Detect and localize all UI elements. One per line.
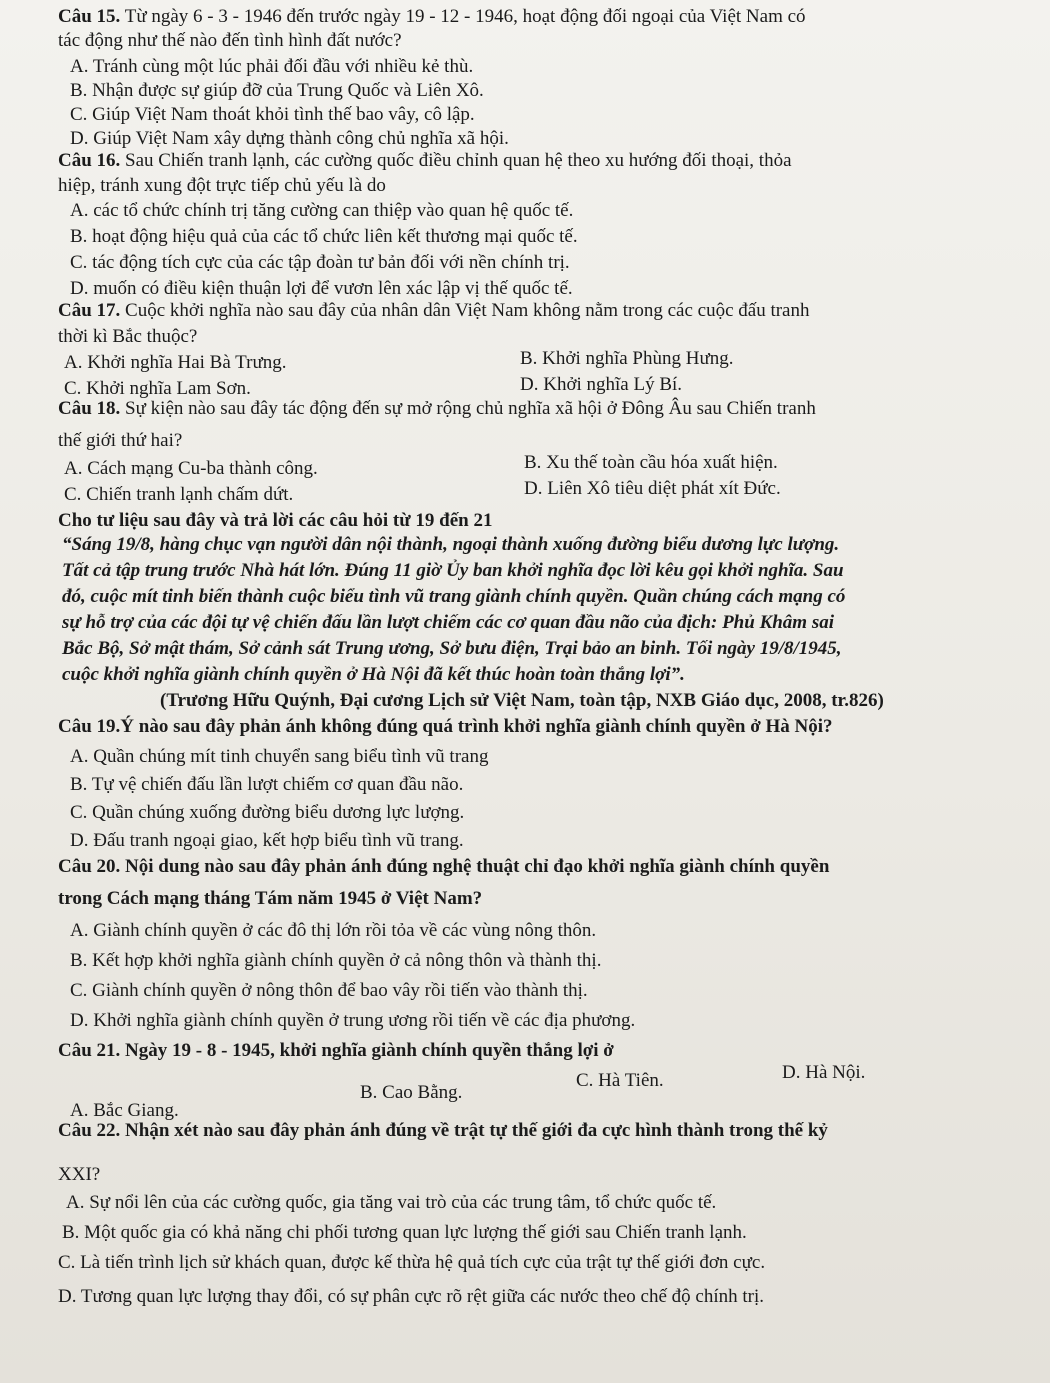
q20-option-a: A. Giành chính quyền ở các đô thị lớn rồi tỏa về các vùng nông thôn. [70,920,597,941]
q19-option-b: B. Tự vệ chiến đấu lần lượt chiếm cơ quan đầu não. [70,774,464,795]
q16-option-a: A. các tổ chức chính trị tăng cường can thiệp vào quan hệ quốc tế. [70,200,574,221]
passage-intro: Cho tư liệu sau đây và trả lời các câu hỏi từ 19 đến 21 [58,510,493,531]
q22-number: Câu 22. [58,1120,121,1141]
q15-stem-line2: tác động như thế nào đến tình hình đất nước? [58,30,402,51]
q22-stem-line1 [58,1120,828,1142]
q21-option-b: B. Cao Bằng. [360,1082,463,1103]
q21-option-a: A. Bắc Giang. [70,1100,179,1121]
q21-number: Câu 21. [58,1040,121,1061]
q21-stem-text: Ngày 19 - 8 - 1945, khởi nghĩa giành chính quyền thắng lợi ở [125,1040,614,1061]
passage-line-5: Bắc Bộ, Sở mật thám, Sở cảnh sát Trung ương, Sở bưu điện, Trại bảo an binh. Tối ngày 19/8/1945, [62,638,842,659]
q15-stem-text: Từ ngày 6 - 3 - 1946 đến trước ngày 19 - 12 - 1946, hoạt động đối ngoại của Việt Nam có [124,6,806,27]
q18-option-b: B. Xu thế toàn cầu hóa xuất hiện. [524,452,778,473]
q15-number: Câu 15. [58,6,121,27]
q17-option-b: B. Khởi nghĩa Phùng Hưng. [520,348,734,369]
q18-option-d: D. Liên Xô tiêu diệt phát xít Đức. [524,478,781,499]
q17-stem-line2: thời kì Bắc thuộc? [58,326,198,347]
q19-option-d: D. Đấu tranh ngoại giao, kết hợp biểu tình vũ trang. [70,830,464,851]
q20-option-b: B. Kết hợp khởi nghĩa giành chính quyền ở cả nông thôn và thành thị. [70,950,602,971]
q16-stem-line1 [58,150,792,172]
q22-option-b: B. Một quốc gia có khả năng chi phối tương quan lực lượng thế giới sau Chiến tranh lạnh. [62,1222,747,1243]
q22-option-d: D. Tương quan lực lượng thay đổi, có sự phân cực rõ rệt giữa các nước theo chế độ chính trị. [58,1286,764,1307]
q17-option-d: D. Khởi nghĩa Lý Bí. [520,374,683,395]
q15-stem-line1 [58,6,806,28]
q19-option-c: C. Quần chúng xuống đường biểu dương lực lượng. [70,802,465,823]
q19-stem-line1 [58,716,833,738]
q22-stem-text: Nhận xét nào sau đây phản ánh đúng về trật tự thế giới đa cực hình thành trong thế kỷ [125,1120,828,1141]
q22-option-a: A. Sự nổi lên của các cường quốc, gia tăng vai trò của các trung tâm, tổ chức quốc tế. [66,1192,717,1213]
q15-option-d: D. Giúp Việt Nam xây dựng thành công chủ nghĩa xã hội. [70,128,509,149]
q16-option-b: B. hoạt động hiệu quả của các tổ chức liên kết thương mại quốc tế. [70,226,578,247]
q17-stem-line1 [58,300,809,322]
q19-option-a: A. Quần chúng mít tinh chuyển sang biểu tình vũ trang [70,746,489,767]
q20-option-c: C. Giành chính quyền ở nông thôn để bao vây rồi tiến vào thành thị. [70,980,588,1001]
q21-stem-line1 [58,1040,614,1062]
q17-stem-text: Cuộc khởi nghĩa nào sau đây của nhân dân Việt Nam không nằm trong các cuộc đấu tranh [125,300,810,321]
q16-stem-line2: hiệp, tránh xung đột trực tiếp chủ yếu là do [58,175,386,196]
q18-number: Câu 18. [58,398,121,419]
q17-number: Câu 17. [58,300,121,321]
passage-line-4: sự hỗ trợ của các đội tự vệ chiến đấu lần lượt chiếm các cơ quan đầu não của địch: Phủ Khâm sai [62,612,835,633]
q19-stem-text: Ý nào sau đây phản ánh không đúng quá trình khởi nghĩa giành chính quyền ở Hà Nội? [120,716,833,737]
q22-option-c: C. Là tiến trình lịch sử khách quan, được kế thừa hệ quả tích cực của trật tự thế giới đơn cực. [58,1252,766,1273]
passage-line-1: “Sáng 19/8, hàng chục vạn người dân nội thành, ngoại thành xuống đường biểu dương lực lượng. [62,534,840,555]
q22-stem-line2: XXI? [58,1164,101,1185]
q15-option-c: C. Giúp Việt Nam thoát khỏi tình thế bao vây, cô lập. [70,104,475,125]
q21-option-c: C. Hà Tiên. [576,1070,664,1091]
q16-option-c: C. tác động tích cực của các tập đoàn tư bản đối với nền chính trị. [70,252,570,273]
q18-option-a: A. Cách mạng Cu-ba thành công. [64,458,318,479]
q16-option-d: D. muốn có điều kiện thuận lợi để vươn lên xác lập vị thế quốc tế. [70,278,573,299]
q21-option-d: D. Hà Nội. [782,1062,866,1083]
passage-line-3: đó, cuộc mít tinh biến thành cuộc biểu tình vũ trang giành chính quyền. Quần chúng cách mạng có [62,586,846,607]
passage-line-2: Tất cả tập trung trước Nhà hát lớn. Đúng 11 giờ Ủy ban khởi nghĩa đọc lời kêu gọi khởi nghĩa. Sau [62,560,844,581]
q15-option-b: B. Nhận được sự giúp đỡ của Trung Quốc và Liên Xô. [70,80,484,101]
passage-line-6: cuộc khởi nghĩa giành chính quyền ở Hà Nội đã kết thúc hoàn toàn thắng lợi”. [62,664,685,685]
q17-option-c: C. Khởi nghĩa Lam Sơn. [64,378,251,399]
q18-option-c: C. Chiến tranh lạnh chấm dứt. [64,484,294,505]
q18-stem-line2: thế giới thứ hai? [58,430,183,451]
q19-number: Câu 19. [58,716,121,737]
q20-stem-text: Nội dung nào sau đây phản ánh đúng nghệ thuật chỉ đạo khởi nghĩa giành chính quyền [125,856,830,877]
q15-option-a: A. Tránh cùng một lúc phải đối đầu với nhiều kẻ thù. [70,56,474,77]
q20-stem-line2: trong Cách mạng tháng Tám năm 1945 ở Việt Nam? [58,888,483,909]
passage-source: (Trương Hữu Quýnh, Đại cương Lịch sử Việt Nam, toàn tập, NXB Giáo dục, 2008, tr.826) [160,690,884,711]
q20-number: Câu 20. [58,856,121,877]
q20-option-d: D. Khởi nghĩa giành chính quyền ở trung ương rồi tiến về các địa phương. [70,1010,636,1031]
q16-stem-text: Sau Chiến tranh lạnh, các cường quốc điều chỉnh quan hệ theo xu hướng đối thoại, thỏa [125,150,792,171]
q18-stem-text: Sự kiện nào sau đây tác động đến sự mở rộng chủ nghĩa xã hội ở Đông Âu sau Chiến tranh [125,398,816,419]
q18-stem-line1 [58,398,816,420]
q17-option-a: A. Khởi nghĩa Hai Bà Trưng. [64,352,287,373]
q20-stem-line1 [58,856,829,878]
q16-number: Câu 16. [58,150,121,171]
